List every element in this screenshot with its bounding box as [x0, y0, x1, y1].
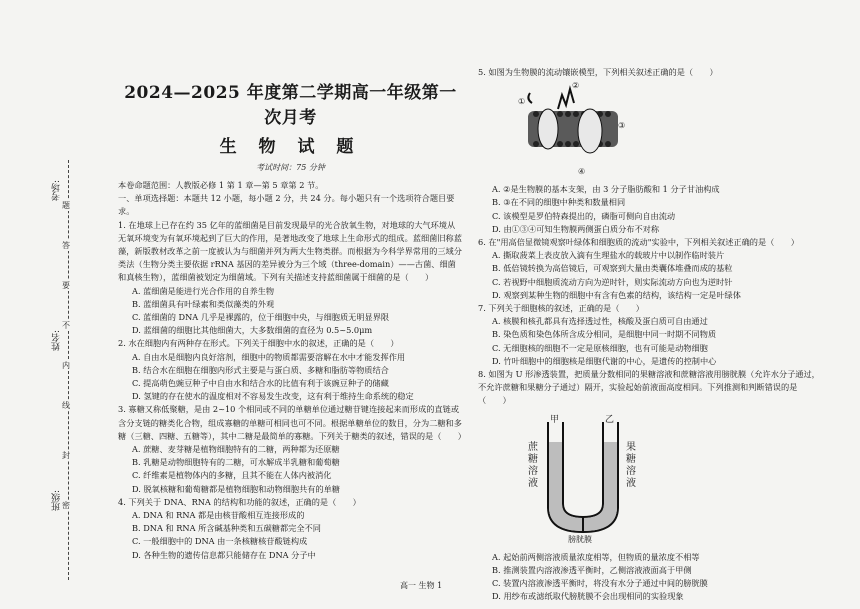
question-stem: 3. 寡糖又称低聚糖，是由 2~10 个相同或不同的单糖单位通过糖苷键连接起来而形成的直链或含分支链的糖类化合物，组成寡糖的单糖可相同也可不同。根据单糖单位的数目，分为二糖和多糖（三糖、四糖、五糖等），其中二糖是最简单的寡糖。下列关于糖类的叙述，错误的是（ ）	[118, 404, 466, 441]
answer-option: D. 氢键的存在使水的温度相对不容易发生改变，这有利于维持生命系统的稳定	[132, 391, 414, 402]
binding-margin	[50, 160, 80, 580]
left-column	[118, 70, 466, 562]
question-stem: 1. 在地球上已存在约 35 亿年的蓝细菌是目前发现最早的光合放氧生物，对地球的大气环境从无氧环境变为有氧环境起到了巨大的作用，是著地改变了地球上生命形式的组成。蓝细菌旧称蓝藻，新版教材改革之前一度被认为与细菌并列为两大生物类群。而根据为今科学界常用的三域分类法（生物分类主要依据 rRNA 基因的差异被分为三个域（three-domain）——古菌、细菌和真核生物），蓝细菌被划定为细菌域。下列有关描述支持蓝细菌属于细菌的是（ ）	[118, 219, 462, 283]
question-stem: 2. 水在细胞内有两种存在形式。下列关于细胞中水的叙述，正确的是（ ）	[118, 338, 399, 349]
question-stem: 6. 在"用高倍显微镜观察叶绿体和细胞质的流动"实验中，下列相关叙述正确的是（ ）	[478, 237, 799, 248]
fructose-label: 果 糖 溶 液	[626, 441, 636, 489]
scope-note: 本卷命题范围：人教版必修 1 第 1 章—第 5 章第 2 节。	[118, 180, 324, 190]
section-heading: 一、单项选择题：本题共 12 小题，每小题 2 分，共 24 分。每小题只有一个选项符合题目要求。	[118, 193, 455, 217]
answer-option: C. 一般细胞中的 DNA 由一条核糖核苷酸链构成	[132, 536, 308, 547]
membrane-diagram	[518, 81, 628, 181]
answer-option: B. DNA 和 RNA 所含碱基种类和五碳糖都完全不同	[132, 523, 321, 534]
answer-option: D. 观察到某种生物的细胞中有含有色素的结构，该结构一定是叶绿体	[492, 289, 741, 300]
side-a-label: 甲	[550, 414, 560, 425]
answer-option: A. 起始前两侧溶液质量浓度相等，但物质的量浓度不相等	[492, 551, 700, 562]
seal-text: 封	[62, 451, 70, 460]
answer-option: A. 自由水是细胞内良好溶剂，细胞中的物质都需要溶解在水中才能发挥作用	[132, 351, 406, 362]
answer-option: C. 若视野中细胞质流动方向为逆时针，则实际流动方向也为逆时针	[492, 276, 733, 287]
answer-option: C. 该模型是罗伯特森提出的，磷脂可侧向自由流动	[492, 210, 676, 221]
side-b-label: 乙	[605, 414, 615, 425]
exam-subject: 生 物 试 题	[219, 137, 362, 157]
question-stem: 8. 如图为 U 形渗透装置，把质量分数相同的果糖溶液和蔗糖溶液用膀胱膜（允许水分子通过，不允许蔗糖和果糖分子通过）隔开，实验起始前液面高度相同。下列推测和判断错误的是（ ）	[478, 369, 820, 406]
sucrose-label: 蔗 糖 溶 液	[528, 441, 538, 489]
answer-option: D. 竹叶细胞中的细胞核是细胞代谢的中心，是遗传的控制中心	[492, 355, 717, 366]
answer-option: A. 蓝细菌是能进行光合作用的自养生物	[132, 285, 275, 296]
exam-title: 2024—2025 年度第二学期高一年级第一次月考	[124, 83, 457, 128]
label-4: ④	[578, 167, 586, 177]
answer-option: B. 蓝细菌具有叶绿素和类似藻类的外观	[132, 298, 275, 309]
right-column	[478, 66, 823, 603]
answer-option: C. 无细胞核的细胞不一定是原核细胞，也有可能是动物细胞	[492, 342, 708, 353]
answer-option: A. ②是生物膜的基本支架，由 3 分子脂肪酸和 1 分子甘油构成	[492, 184, 720, 195]
answer-option: D. 脱氧核糖和葡萄糖都是植物细胞和动物细胞共有的单糖	[132, 483, 340, 494]
seal-text: 答	[62, 241, 70, 250]
answer-option: B. 染色质和染色体所含成分相同，是细胞中同一时期不同物质	[492, 329, 717, 340]
answer-option: B. 乳糖是动物细胞特有的二糖，可水解成半乳糖和葡萄糖	[132, 457, 340, 468]
u-tube-diagram	[488, 412, 678, 547]
answer-option: D. 蓝细菌的细胞比其他细菌大，大多数细菌的直径为 0.5~5.0μm	[132, 325, 373, 336]
answer-option: B. 推测装置内溶液渗透平衡时，乙侧溶液液面高于甲侧	[492, 564, 692, 575]
label-2: ②	[572, 81, 580, 91]
page-footer: 高一 生物 1	[400, 581, 443, 590]
membrane-label: 膀胱膜	[568, 534, 592, 544]
answer-option: C. 提高萌色豌豆种子中自由水和结合水的比值有利于该豌豆种子的储藏	[132, 378, 389, 389]
right-questions	[478, 183, 823, 407]
answer-option: A. DNA 和 RNA 都是由核苷酸相互连接形成的	[132, 510, 305, 521]
answer-option: A. 蔗糖、麦芽糖是植物细胞特有的二糖，两种都为还原糖	[132, 444, 340, 455]
class-label: 班级:	[52, 490, 62, 512]
question-stem: 7. 下列关于细胞核的叙述，正确的是（ ）	[478, 303, 644, 314]
answer-option: B. 低倍镜转换为高倍镜后，可观察到大量由类囊体堆叠而成的基粒	[492, 263, 733, 274]
answer-option: D. 用纱布或滤纸取代膀胱膜不会出现相同的实验现象	[492, 591, 684, 602]
seal-text: 线	[62, 401, 70, 410]
answer-option: A. 核膜和核孔都具有选择透过性，核酸及蛋白质可自由通过	[492, 316, 708, 327]
answer-option: A. 撕取菠菜上表皮放入滴有生理盐水的载玻片中以制作临时装片	[492, 250, 725, 261]
seal-text: 内	[62, 361, 70, 370]
question-stem: 4. 下列关于 DNA、RNA 的结构和功能的叙述，正确的是（ ）	[118, 496, 361, 507]
answer-option: D. 各种生物的遗传信息都只能储存在 DNA 分子中	[132, 549, 316, 560]
answer-option: B. ③在不同的细胞中种类和数量相同	[492, 197, 626, 208]
name-label: 姓名:	[52, 330, 62, 352]
seal-text: 题	[62, 201, 70, 210]
seal-text: 密	[62, 501, 70, 510]
label-1: ①	[518, 97, 526, 107]
seal-text: 要	[62, 281, 70, 290]
answer-option: D. 由①③④可知生物膜两侧蛋白质分布不对称	[492, 223, 660, 234]
answer-option: C. 纤维素是植物体内的多糖，且其不能在人体内被消化	[132, 470, 332, 481]
label-3: ③	[618, 121, 626, 131]
question-8-options	[478, 551, 823, 604]
answer-option: C. 蓝细菌的 DNA 几乎是裸露的，位于细胞中央，与细胞质无明显界限	[132, 312, 390, 323]
exam-time: 考试时间：75 分钟	[256, 163, 325, 172]
answer-option: B. 结合水在细胞在细胞内形式主要是与蛋白质、多糖和脂肪等物质结合	[132, 364, 389, 375]
answer-option: C. 装置内溶液渗透平衡时，将没有水分子通过中间的膀胱膜	[492, 578, 708, 589]
exam-room-label: 考场:	[52, 180, 62, 202]
left-questions	[118, 219, 466, 562]
seal-text: 不	[62, 321, 70, 330]
question-5: 5. 如图为生物膜的流动镶嵌模型，下列相关叙述正确的是（ ）	[478, 67, 718, 77]
